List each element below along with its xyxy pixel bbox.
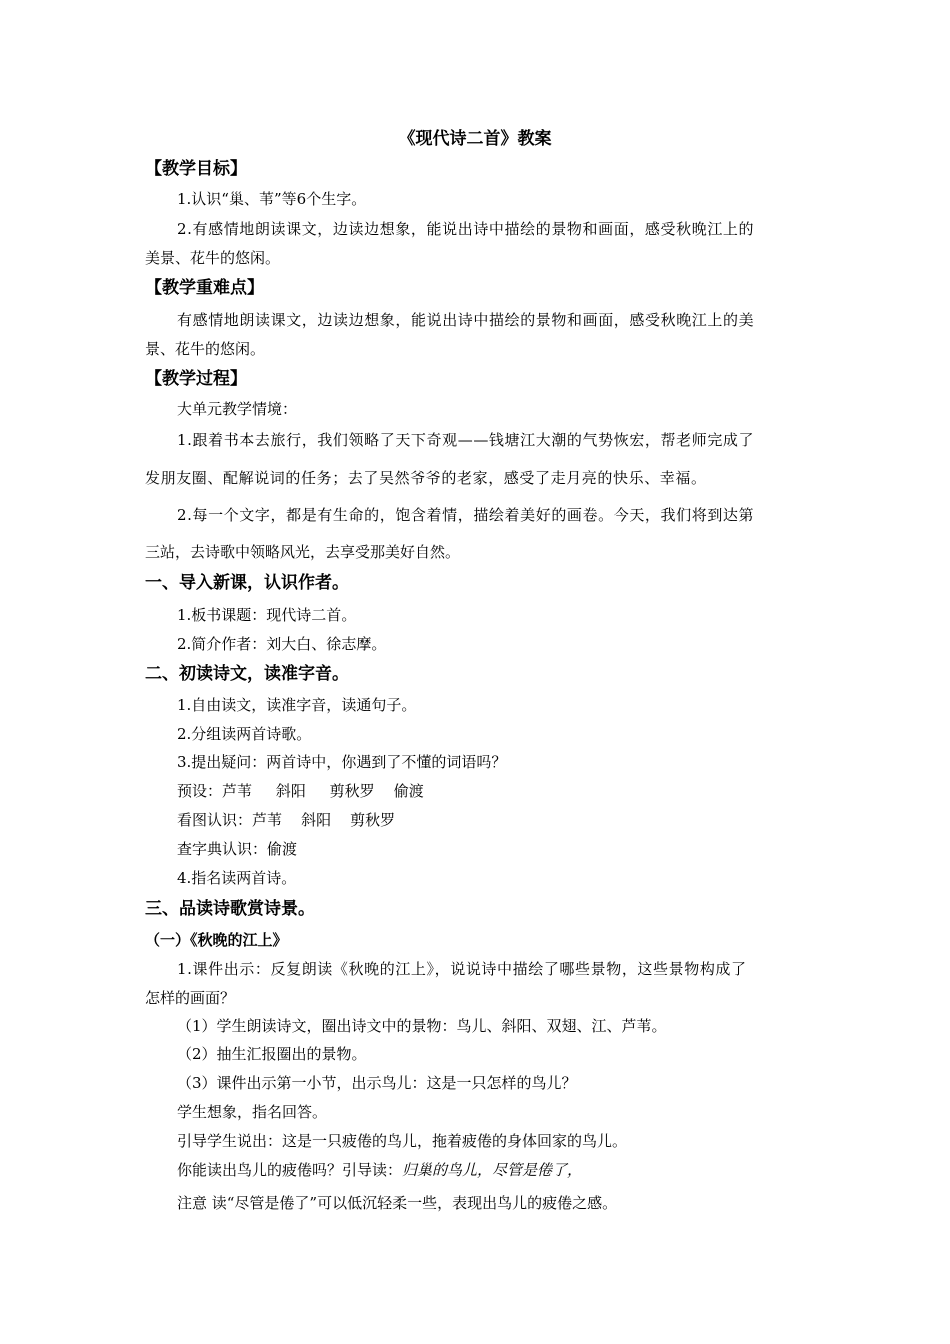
document-title: 《现代诗二首》教案 bbox=[398, 129, 552, 149]
objective-2-line-1: 2.有感情地朗读课文，边读边想象，能说出诗中描绘的景物和画面，感受秋晚江上的 bbox=[177, 220, 755, 238]
part-3-note-d: 注意 读“尽管是倦了”可以低沉轻柔一些，表现出鸟儿的疲倦之感。 bbox=[177, 1194, 618, 1212]
part-2-item-1: 1.自由读文，读准字音，读通句子。 bbox=[177, 696, 417, 714]
part-3-heading: 三、品读诗歌赏诗景。 bbox=[145, 899, 315, 919]
poem-quote: 归巢的鸟儿，尽管是倦了， bbox=[402, 1161, 583, 1179]
part-3-item-1-line-1: 1.课件出示：反复朗读《秋晚的江上》，说说诗中描绘了哪些景物，这些景物构成了 bbox=[177, 960, 747, 978]
part-3-note-c-prefix: 你能读出鸟儿的疲倦吗？引导读： bbox=[177, 1161, 403, 1179]
part-2-item-4: 4.指名读两首诗。 bbox=[177, 869, 297, 887]
context-1-line-1: 1.跟着书本去旅行，我们领略了天下奇观——钱塘江大潮的气势恢宏，帮老师完成了 bbox=[177, 431, 755, 449]
part-3-step-3: （3）课件出示第一小节，出示鸟儿：这是一只怎样的鸟儿？ bbox=[177, 1074, 577, 1092]
part-3-note-c bbox=[177, 1158, 582, 1182]
context-1-line-2: 发朋友圈、配解说词的任务；去了吴然爷爷的老家，感受了走月亮的快乐、幸福。 bbox=[145, 469, 707, 487]
keypoints-heading: 【教学重难点】 bbox=[145, 278, 264, 298]
part-1-item-2: 2.简介作者：刘大白、徐志摩。 bbox=[177, 635, 387, 653]
part-3-step-1: （1）学生朗读诗文，圈出诗文中的景物：鸟儿、斜阳、双翅、江、芦苇。 bbox=[177, 1017, 667, 1035]
objective-1: 1.认识“巢、苇”等6个生字。 bbox=[177, 190, 367, 208]
part-2-preset: 预设：芦苇 斜阳 剪秋罗 偷渡 bbox=[177, 782, 424, 800]
context-2-line-2: 三站，去诗歌中领略风光，去享受那美好自然。 bbox=[145, 543, 461, 561]
context-label: 大单元教学情境： bbox=[177, 400, 298, 418]
keypoints-line-1: 有感情地朗读课文，边读边想象，能说出诗中描绘的景物和画面，感受秋晚江上的美 bbox=[177, 311, 755, 329]
part-3-note-a: 学生想象，指名回答。 bbox=[177, 1103, 328, 1121]
part-2-dictionary: 查字典认识：偷渡 bbox=[177, 840, 298, 858]
part-2-item-2: 2.分组读两首诗歌。 bbox=[177, 725, 312, 743]
part-2-picture-recognition: 看图认识：芦苇 斜阳 剪秋罗 bbox=[177, 811, 396, 829]
objectives-heading: 【教学目标】 bbox=[145, 159, 247, 179]
part-1-item-1: 1.板书课题：现代诗二首。 bbox=[177, 606, 357, 624]
part-3-item-1-line-2: 怎样的画面？ bbox=[145, 989, 236, 1007]
part-3-note-b: 引导学生说出：这是一只疲倦的鸟儿，拖着疲倦的身体回家的鸟儿。 bbox=[177, 1132, 628, 1150]
subsection-1-heading: （一）《秋晚的江上》 bbox=[145, 931, 288, 949]
part-3-step-2: （2）抽生汇报圈出的景物。 bbox=[177, 1045, 367, 1063]
part-2-item-3: 3.提出疑问：两首诗中，你遇到了不懂的词语吗？ bbox=[177, 753, 507, 771]
keypoints-line-2: 景、花牛的悠闲。 bbox=[145, 340, 266, 358]
objective-2-line-2: 美景、花牛的悠闲。 bbox=[145, 249, 281, 267]
context-2-line-1: 2.每一个文字，都是有生命的，饱含着情，描绘着美好的画卷。今天，我们将到达第 bbox=[177, 506, 755, 524]
part-1-heading: 一、导入新课，认识作者。 bbox=[145, 573, 349, 593]
part-2-heading: 二、初读诗文，读准字音。 bbox=[145, 664, 349, 684]
process-heading: 【教学过程】 bbox=[145, 369, 247, 389]
